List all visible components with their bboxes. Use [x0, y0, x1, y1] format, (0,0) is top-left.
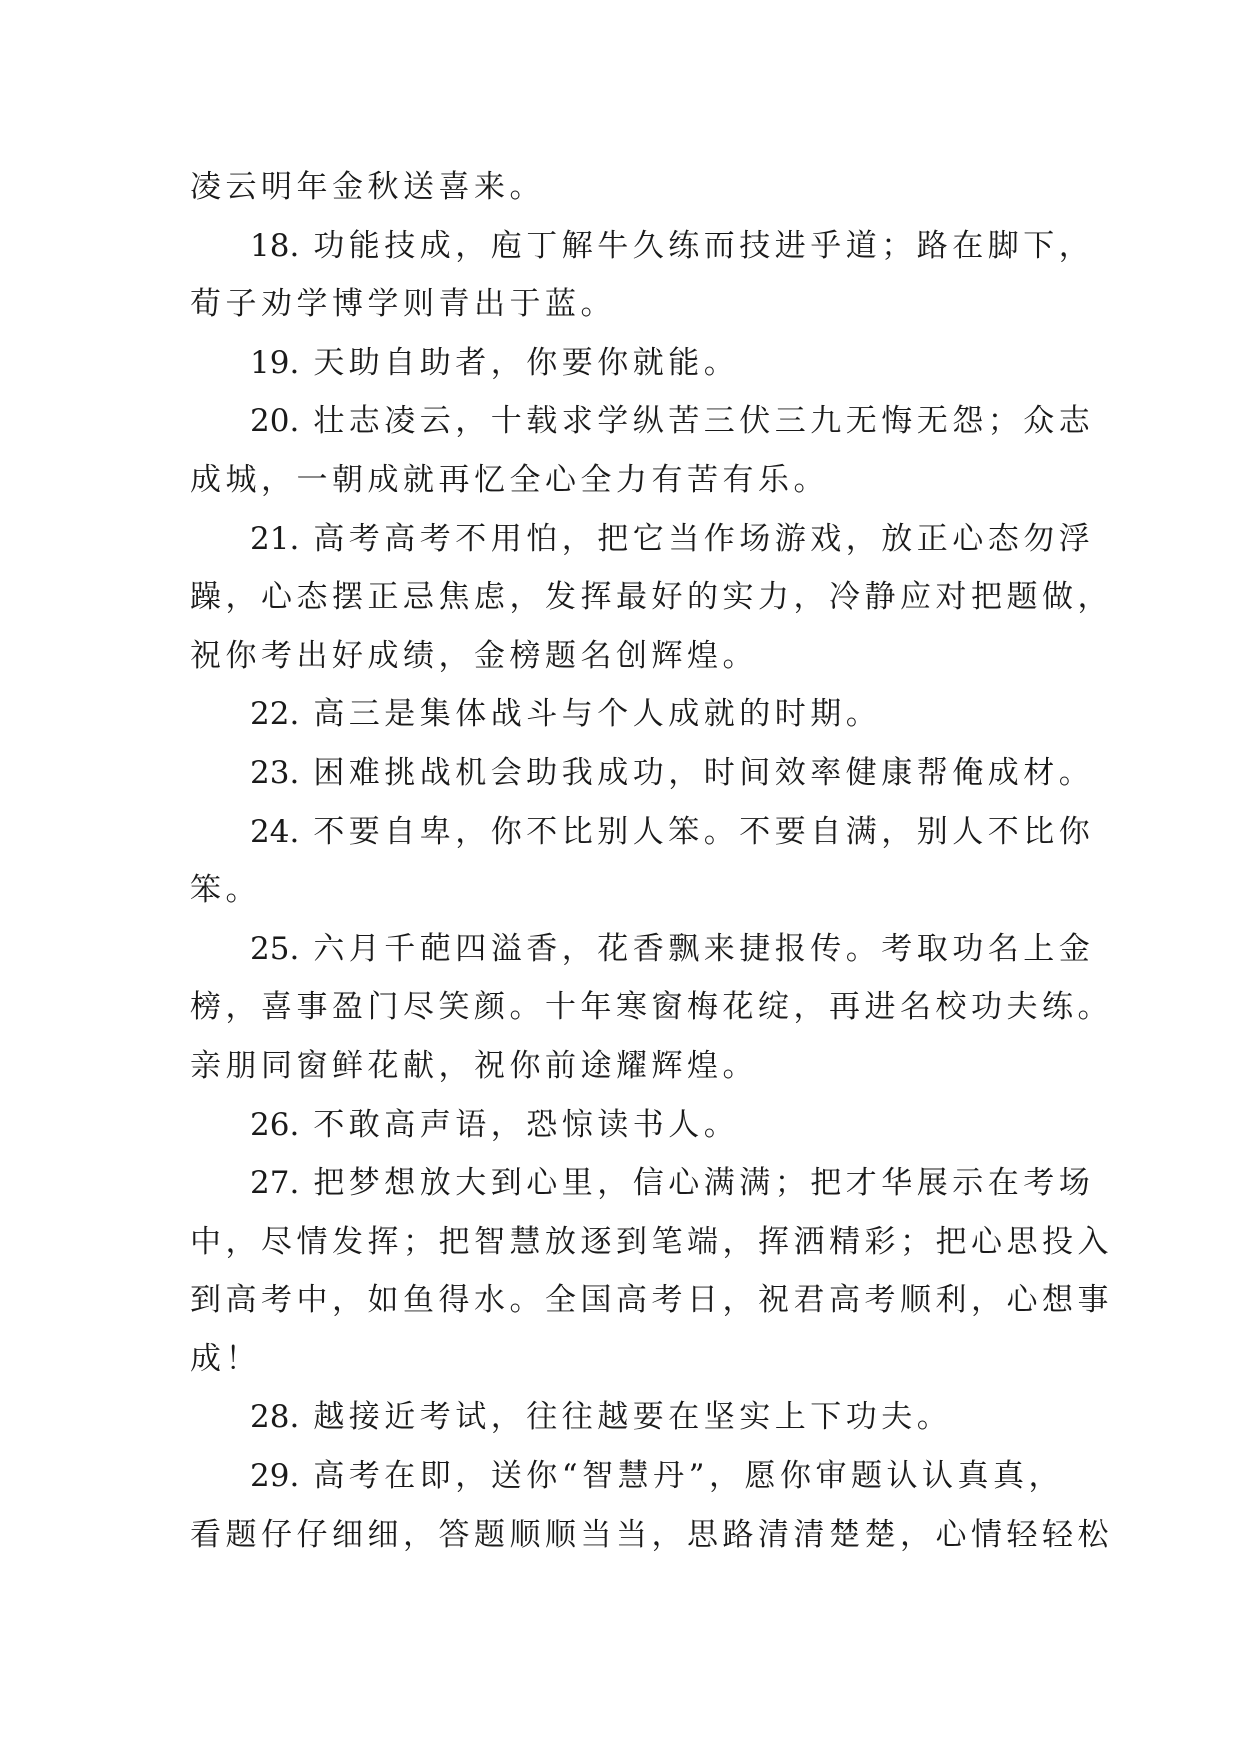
text-line: [190, 1330, 1070, 1389]
item-number: 21.: [250, 520, 300, 557]
text-line: [190, 1154, 1095, 1213]
line-text: 高考在即，送你“智慧丹”，愿你审题认认真真，: [313, 1458, 1065, 1495]
item-number: 25.: [250, 930, 300, 967]
text-line: [190, 744, 1095, 803]
line-text: 高考高考不用怕，把它当作场游戏，放正心态勿浮: [313, 520, 1095, 557]
item-number: 20.: [250, 403, 300, 440]
item-number: 22.: [250, 696, 300, 733]
text-line: [190, 451, 1070, 510]
line-text: 到高考中，如鱼得水。全国高考日，祝君高考顺利，心想事: [190, 1282, 1113, 1319]
line-text: 中，尽情发挥；把智慧放逐到笔端，挥洒精彩；把心思投入: [190, 1223, 1113, 1260]
line-text: 不敢高声语，恐惊读书人。: [313, 1106, 740, 1143]
item-number: 26.: [250, 1106, 300, 1143]
text-line: [190, 803, 1095, 862]
text-line: [190, 510, 1095, 569]
text-line: [190, 920, 1095, 979]
line-text: 亲朋同窗鲜花献，祝你前途耀辉煌。: [190, 1047, 758, 1084]
text-line: [190, 1506, 1113, 1565]
item-number: 23.: [250, 754, 300, 791]
line-text: 笨。: [190, 872, 261, 909]
line-text: 躁，心态摆正忌焦虑，发挥最好的实力，冷静应对把题做，: [190, 579, 1113, 616]
line-text: 榜，喜事盈门尽笑颜。十年寒窗梅花绽，再进名校功夫练。: [190, 989, 1113, 1026]
line-text: 凌云明年金秋送喜来。: [190, 169, 545, 205]
document-body: [190, 158, 1113, 1564]
line-text: 看题仔仔细细，答题顺顺当当，思路清清楚楚，心情轻轻松: [190, 1516, 1113, 1553]
text-line: [190, 217, 1095, 276]
text-line: [190, 1096, 1070, 1155]
text-line: [190, 627, 1070, 686]
line-text: 祝你考出好成绩，金榜题名创辉煌。: [190, 637, 758, 674]
text-line: [190, 158, 1070, 217]
item-number: 28.: [250, 1399, 300, 1436]
text-line: [190, 861, 1070, 920]
line-text: 功能技成，庖丁解牛久练而技进乎道；路在脚下，: [313, 227, 1095, 264]
item-number: 27.: [250, 1165, 300, 1202]
item-number: 29.: [250, 1458, 300, 1495]
text-line: [190, 1388, 1070, 1447]
line-text: 荀子劝学博学则青出于蓝。: [190, 286, 616, 323]
line-text: 天助自助者，你要你就能。: [313, 344, 740, 381]
line-text: 成！: [190, 1340, 261, 1377]
text-line: [190, 685, 1070, 744]
text-line: [190, 392, 1095, 451]
line-text: 六月千葩四溢香，花香飘来捷报传。考取功名上金: [313, 930, 1095, 967]
text-line: [190, 1447, 1070, 1506]
line-text: 把梦想放大到心里，信心满满；把才华展示在考场: [313, 1165, 1095, 1202]
line-text: 成城，一朝成就再忆全心全力有苦有乐。: [190, 461, 829, 498]
item-number: 18.: [250, 227, 300, 264]
line-text: 越接近考试，往往越要在坚实上下功夫。: [313, 1399, 953, 1436]
text-line: [190, 1271, 1113, 1330]
item-number: 24.: [250, 813, 300, 850]
line-text: 高三是集体战斗与个人成就的时期。: [313, 696, 882, 733]
text-line: [190, 568, 1113, 627]
text-line: [190, 334, 1070, 393]
text-line: [190, 1037, 1070, 1096]
text-line: [190, 978, 1113, 1037]
line-text: 困难挑战机会助我成功，时间效率健康帮俺成材。: [313, 754, 1095, 791]
line-text: 壮志凌云，十载求学纵苦三伏三九无悔无怨；众志: [313, 403, 1095, 440]
text-line: [190, 1213, 1113, 1272]
item-number: 19.: [250, 344, 300, 381]
text-line: [190, 275, 1070, 334]
line-text: 不要自卑，你不比别人笨。不要自满，别人不比你: [313, 813, 1095, 850]
